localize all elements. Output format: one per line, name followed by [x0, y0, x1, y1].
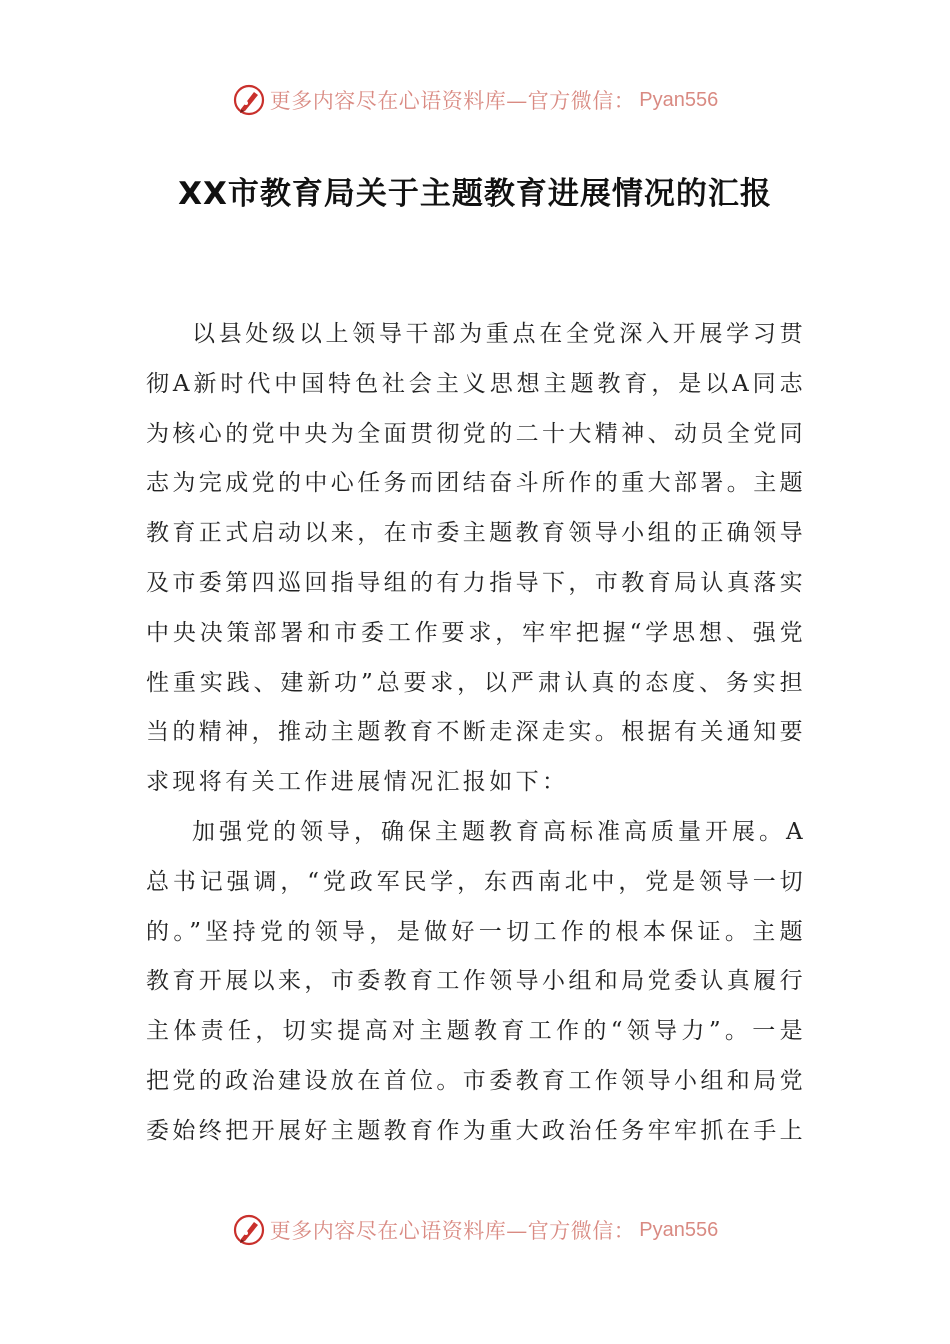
pen-logo-icon — [232, 1213, 266, 1247]
pen-logo-icon — [232, 83, 266, 117]
document-body — [146, 310, 806, 1157]
header-banner — [0, 80, 950, 120]
banner-wechat-handle: Pyan556 — [639, 1218, 719, 1241]
banner-wechat-handle: Pyan556 — [639, 88, 719, 111]
footer-banner — [0, 1210, 950, 1250]
banner-text: 更多内容尽在心语资料库—官方微信： — [269, 1219, 636, 1243]
document-title: XX市教育局关于主题教育进展情况的汇报 — [178, 176, 772, 212]
paragraph: 以县处级以上领导干部为重点在全党深入开展学习贯彻A新时代中国特色社会主义思想主题教育，是以A同志为核心的党中央为全面贯彻党的二十大精神、动员全党同志为完成党的中心任务而团结奋斗所作的重大部署。主题教育正式启动以来，在市委主题教育领导小组的正确领导及市委第四巡回指导组的有力指导下，市教育局认真落实中央决策部署和市委工作要求，牢牢把握“学思想、强党性重实践、建新功”总要求，以严肃认真的态度、务实担当的精神，推动主题教育不断走深走实。根据有关通知要求现将有关工作进展情况汇报如下： — [146, 321, 806, 796]
paragraph: 加强党的领导，确保主题教育高标准高质量开展。A总书记强调，“党政军民学，东西南北中，党是领导一切的。”坚持党的领导，是做好一切工作的根本保证。主题教育开展以来，市委教育工作领导小组和局党委认真履行主体责任，切实提高对主题教育工作的“领导力”。一是把党的政治建设放在首位。市委教育工作领导小组和局党委始终把开展好主题教育作为重大政治任务牢牢抓在手上 — [146, 818, 806, 1144]
banner-text: 更多内容尽在心语资料库—官方微信： — [269, 89, 636, 113]
